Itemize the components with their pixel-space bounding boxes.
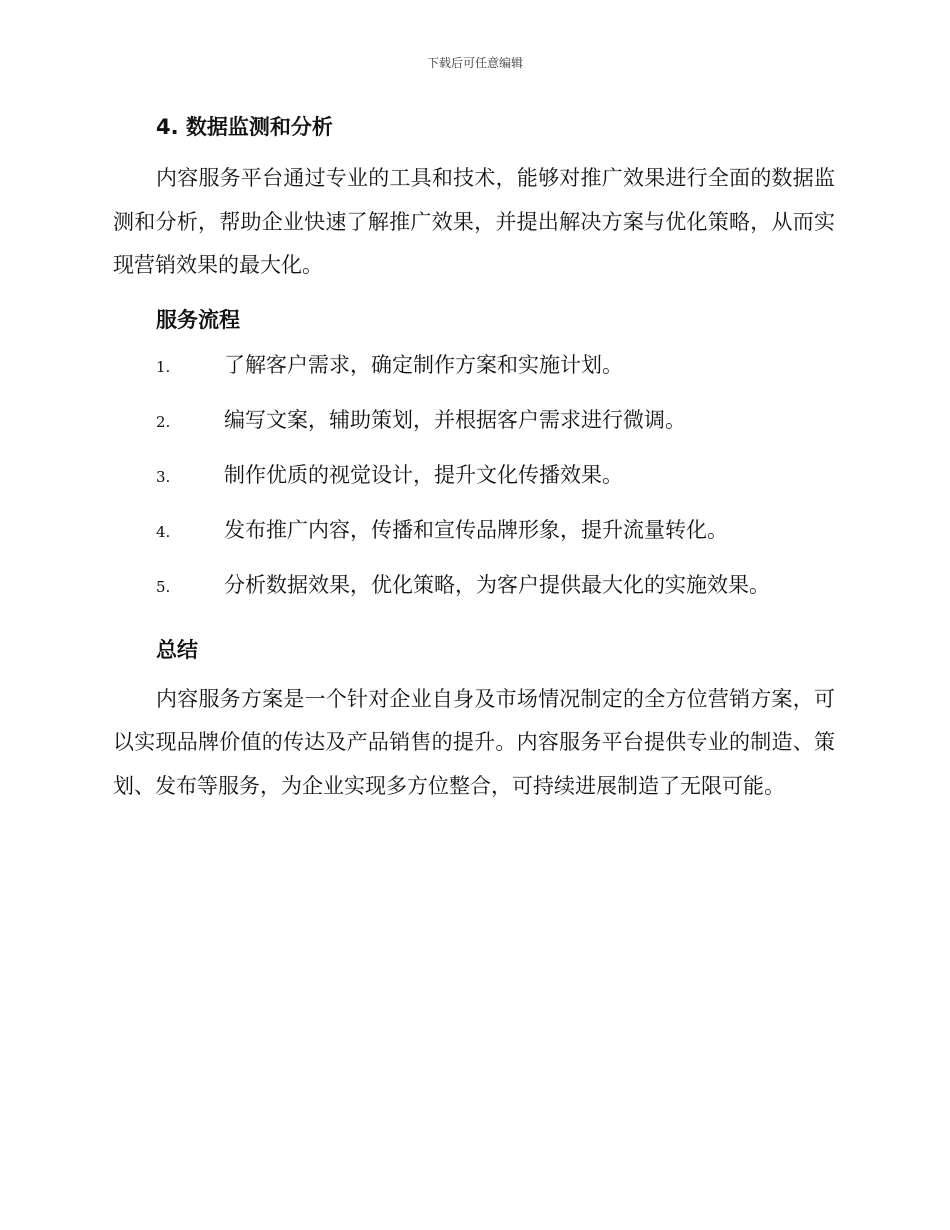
step-text: 了解客户需求，确定制作方案和实施计划。 xyxy=(224,352,623,377)
step-text: 制作优质的视觉设计，提升文化传播效果。 xyxy=(224,462,623,487)
step-number: 5. xyxy=(156,577,171,596)
service-flow-step xyxy=(113,568,835,623)
step-number: 2. xyxy=(156,412,171,431)
step-number: 3. xyxy=(156,467,171,486)
service-flow-step xyxy=(113,513,835,568)
service-flow-list xyxy=(113,348,835,623)
service-flow-step xyxy=(113,348,835,403)
service-flow-step xyxy=(113,403,835,458)
step-text: 分析数据效果，优化策略，为客户提供最大化的实施效果。 xyxy=(224,572,770,597)
step-text: 发布推广内容，传播和宣传品牌形象，提升流量转化。 xyxy=(224,517,728,542)
step-text: 编写文案，辅助策划，并根据客户需求进行微调。 xyxy=(224,407,686,432)
step-number: 1. xyxy=(156,357,171,376)
header-note: 下载后可任意编辑 xyxy=(426,56,523,70)
document-body xyxy=(113,110,835,808)
step-number: 4. xyxy=(156,522,171,541)
summary-paragraph: 内容服务方案是一个针对企业自身及市场情况制定的全方位营销方案，可以实现品牌价值的传达及产品销售的提升。内容服务平台提供专业的制造、策划、发布等服务，为企业实现多方位整合，可持续进展制造了无限可能。 xyxy=(113,686,835,798)
data-monitoring-paragraph: 内容服务平台通过专业的工具和技术，能够对推广效果进行全面的数据监测和分析，帮助企业快速了解推广效果，并提出解决方案与优化策略，从而实现营销效果的最大化。 xyxy=(113,166,835,277)
section-heading-service-flow: 服务流程 xyxy=(156,307,240,332)
service-flow-step xyxy=(113,458,835,513)
section-heading-data-monitoring: 4. 数据监测和分析 xyxy=(156,115,333,139)
section-heading-summary: 总结 xyxy=(156,637,198,662)
